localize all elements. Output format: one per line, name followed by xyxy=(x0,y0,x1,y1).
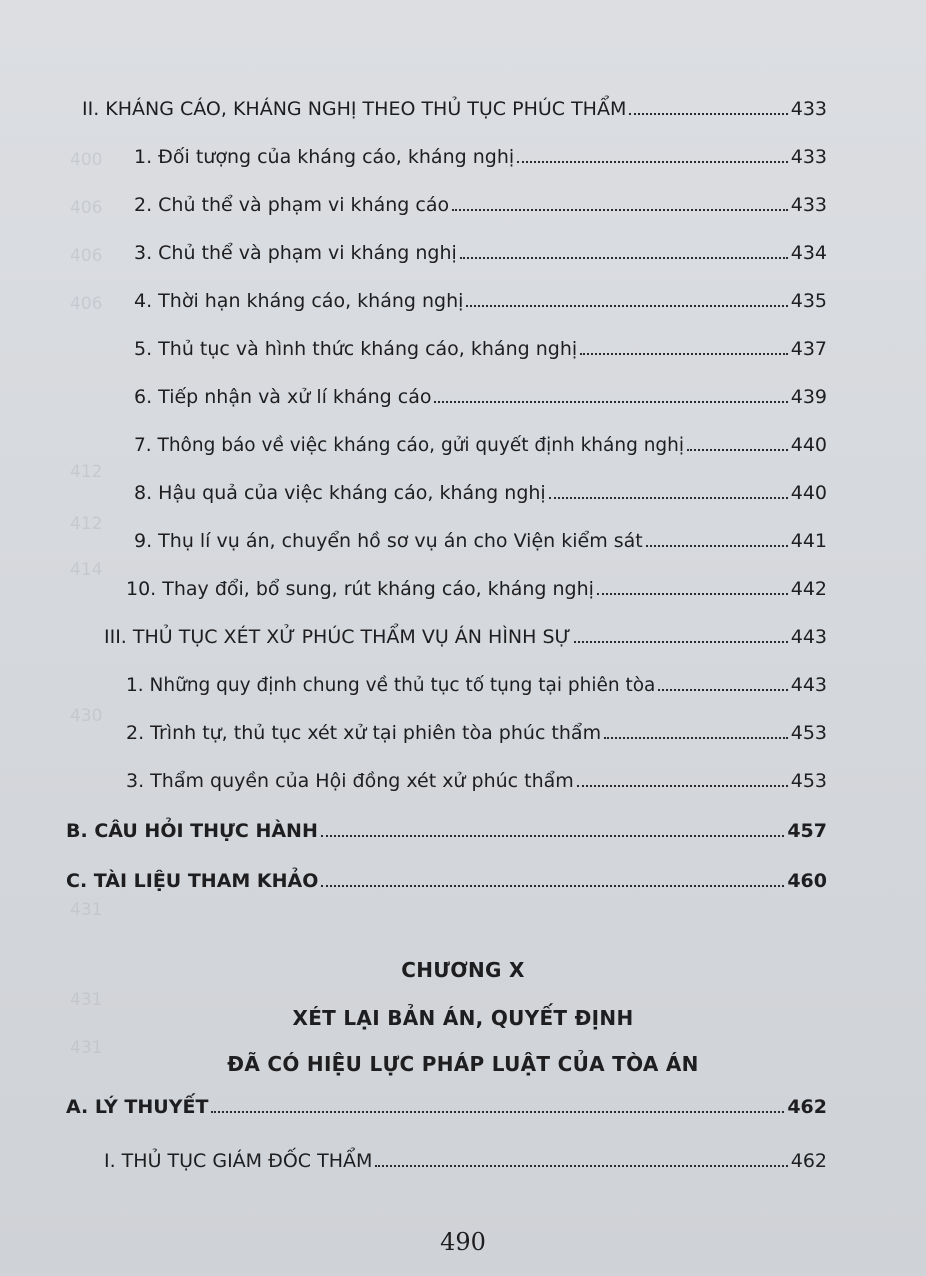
dot-leader xyxy=(646,545,788,547)
show-through-text: 412 xyxy=(70,462,103,482)
toc-entry-page: 433 xyxy=(790,194,827,216)
toc-entry-page: 433 xyxy=(790,146,827,168)
toc-entry-page: 457 xyxy=(787,820,827,842)
toc-entry[interactable] xyxy=(126,674,827,696)
dot-leader xyxy=(321,885,784,887)
toc-entry-page: 460 xyxy=(787,870,827,892)
dot-leader xyxy=(466,305,787,307)
dot-leader xyxy=(687,449,788,451)
dot-leader xyxy=(580,353,788,355)
toc-entry-title: 1. Những quy định chung về thủ tục tố tụng tại phiên tòa xyxy=(126,675,656,696)
dot-leader xyxy=(321,835,784,837)
dot-leader xyxy=(597,593,788,595)
toc-entry-page: 462 xyxy=(787,1096,827,1118)
toc-entry-page: 434 xyxy=(790,242,827,264)
toc-entry-part-a[interactable] xyxy=(66,1096,827,1118)
toc-entry[interactable] xyxy=(126,770,827,792)
toc-entry-title: 3. Chủ thể và phạm vi kháng nghị xyxy=(134,242,457,264)
dot-leader xyxy=(604,737,788,739)
toc-entry-title: 5. Thủ tục và hình thức kháng cáo, kháng nghị xyxy=(134,338,578,360)
toc-entry-page: 440 xyxy=(790,434,827,456)
show-through-text: 431 xyxy=(70,900,103,920)
toc-entry-title: II. KHÁNG CÁO, KHÁNG NGHỊ THEO THỦ TỤC PHÚC THẨM xyxy=(82,98,627,120)
toc-entry-title: B. CÂU HỎI THỰC HÀNH xyxy=(66,820,318,842)
toc-entry-page: 443 xyxy=(790,626,827,648)
toc-entry-page: 433 xyxy=(790,98,827,120)
toc-entry-title: 2. Chủ thể và phạm vi kháng cáo xyxy=(134,194,450,216)
toc-entry-title: 4. Thời hạn kháng cáo, kháng nghị xyxy=(134,290,464,312)
toc-entry[interactable] xyxy=(126,722,827,744)
dot-leader xyxy=(460,257,788,259)
toc-entry-title: 2. Trình tự, thủ tục xét xử tại phiên tòa phúc thẩm xyxy=(126,722,602,744)
dot-leader xyxy=(577,785,788,787)
show-through-text: 430 xyxy=(70,706,103,726)
show-through-text: 400 xyxy=(70,150,103,170)
show-through-text: 406 xyxy=(70,246,103,266)
dot-leader xyxy=(375,1165,787,1167)
page-number: 490 xyxy=(440,1228,486,1256)
chapter-label: CHƯƠNG X xyxy=(401,958,525,982)
toc-entry-page: 439 xyxy=(790,386,827,408)
toc-entry-section-iii[interactable] xyxy=(104,626,827,648)
toc-entry-title: 9. Thụ lí vụ án, chuyển hồ sơ vụ án cho Viện kiểm sát xyxy=(134,530,643,552)
toc-entry-page: 453 xyxy=(790,722,827,744)
show-through-text: 406 xyxy=(70,198,103,218)
toc-entry-part-c[interactable] xyxy=(66,870,827,892)
toc-entry-page: 437 xyxy=(790,338,827,360)
dot-leader xyxy=(452,209,788,211)
dot-leader xyxy=(658,689,787,691)
chapter-title-line1: XÉT LẠI BẢN ÁN, QUYẾT ĐỊNH xyxy=(292,1006,634,1030)
toc-entry[interactable] xyxy=(134,194,827,216)
show-through-text: 406 xyxy=(70,294,103,314)
toc-entry[interactable] xyxy=(134,386,827,408)
toc-entry[interactable] xyxy=(134,146,827,168)
toc-entry[interactable] xyxy=(134,242,827,264)
dot-leader xyxy=(211,1111,784,1113)
toc-entry[interactable] xyxy=(134,482,827,504)
dot-leader xyxy=(434,401,787,403)
show-through-text: 412 xyxy=(70,514,103,534)
toc-entry-title: 7. Thông báo về việc kháng cáo, gửi quyết định kháng nghị xyxy=(134,435,685,456)
dot-leader xyxy=(629,113,787,115)
toc-entry-title: 3. Thẩm quyền của Hội đồng xét xử phúc thẩm xyxy=(126,770,574,792)
toc-entry-title: 8. Hậu quả của việc kháng cáo, kháng nghị xyxy=(134,482,546,504)
dot-leader xyxy=(517,161,788,163)
toc-entry-title: III. THỦ TỤC XÉT XỬ PHÚC THẨM VỤ ÁN HÌNH SỰ xyxy=(104,626,571,648)
show-through-text: 431 xyxy=(70,1038,103,1058)
toc-entry-page: 435 xyxy=(790,290,827,312)
toc-entry-title: 10. Thay đổi, bổ sung, rút kháng cáo, kháng nghị xyxy=(126,578,594,600)
toc-entry-title: 6. Tiếp nhận và xử lí kháng cáo xyxy=(134,386,432,408)
toc-entry-title: I. THỦ TỤC GIÁM ĐỐC THẨM xyxy=(104,1150,373,1172)
toc-entry-title: C. TÀI LIỆU THAM KHẢO xyxy=(66,870,319,892)
toc-entry-page: 453 xyxy=(790,770,827,792)
toc-entry[interactable] xyxy=(126,578,827,600)
toc-entry-page: 442 xyxy=(790,578,827,600)
toc-entry-title: A. LÝ THUYẾT xyxy=(66,1096,209,1118)
toc-entry-page: 462 xyxy=(790,1150,827,1172)
show-through-text: 431 xyxy=(70,990,103,1010)
toc-entry-page: 443 xyxy=(790,674,827,696)
dot-leader xyxy=(549,497,788,499)
chapter-title-line2: ĐÃ CÓ HIỆU LỰC PHÁP LUẬT CỦA TÒA ÁN xyxy=(227,1052,699,1076)
show-through-text: 414 xyxy=(70,560,103,580)
toc-entry[interactable] xyxy=(134,530,827,552)
toc-entry[interactable] xyxy=(134,434,827,456)
toc-entry-title: 1. Đối tượng của kháng cáo, kháng nghị xyxy=(134,146,515,168)
toc-entry-section-i[interactable] xyxy=(104,1150,827,1172)
toc-entry-page: 441 xyxy=(790,530,827,552)
toc-entry-page: 440 xyxy=(790,482,827,504)
toc-entry[interactable] xyxy=(134,338,827,360)
toc-entry-part-b[interactable] xyxy=(66,820,827,842)
dot-leader xyxy=(574,641,788,643)
toc-entry-section-ii[interactable] xyxy=(82,98,827,120)
toc-entry[interactable] xyxy=(134,290,827,312)
